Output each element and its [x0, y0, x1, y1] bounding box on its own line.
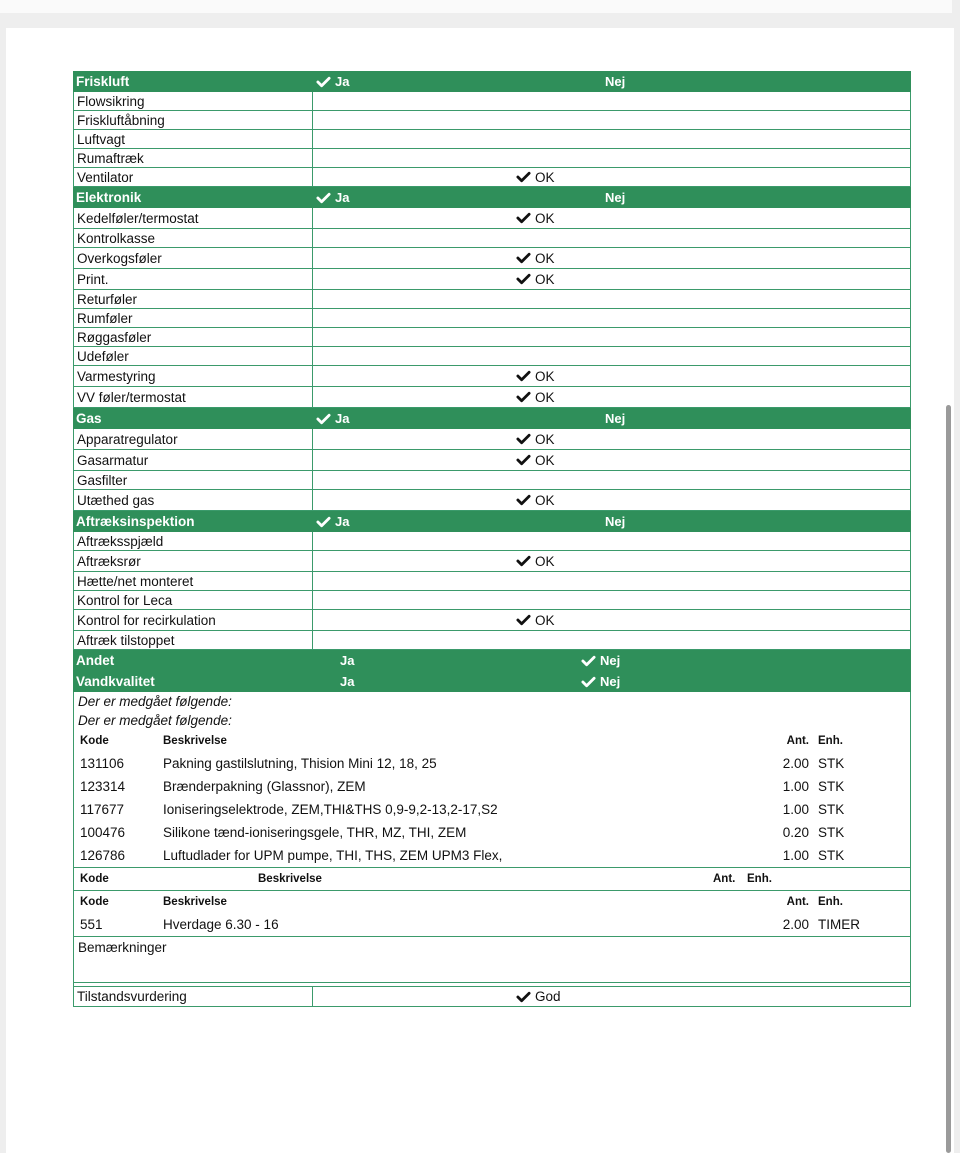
checkmark-icon	[316, 516, 331, 528]
checkmark-icon	[581, 676, 596, 688]
beskrivelse-cell: Hverdage 6.30 - 16	[163, 917, 279, 932]
ok-status: OK	[535, 431, 555, 447]
ok-status: OK	[535, 169, 555, 185]
check-row	[73, 229, 911, 248]
check-row	[73, 290, 911, 309]
section-header-aftraeksinspektion	[73, 511, 911, 532]
section-title: Andet	[76, 653, 115, 668]
check-row	[73, 269, 911, 290]
item-label: Ventilator	[73, 168, 313, 186]
item-label: Aftræksspjæld	[73, 532, 313, 550]
ok-status: OK	[535, 492, 555, 508]
previous-page-card	[0, 0, 952, 13]
check-row	[73, 429, 911, 450]
section-title: Friskluft	[76, 74, 130, 89]
item-label: Rumaftræk	[73, 149, 313, 167]
section-title: Elektronik	[76, 190, 142, 205]
item-label: VV føler/termostat	[73, 387, 313, 407]
checkmark-icon	[516, 614, 531, 626]
item-label: Kontrolkasse	[73, 229, 313, 247]
col-beskrivelse: Beskrivelse	[163, 896, 227, 908]
beskrivelse-cell: Ioniseringselektrode, ZEM,THI&THS 0,9-9,2-13,2-17,S2	[163, 802, 498, 817]
check-row	[73, 450, 911, 471]
checkmark-icon	[516, 433, 531, 445]
ant-cell: 0.20	[782, 825, 809, 840]
table-row	[74, 775, 910, 798]
ok-status: OK	[535, 612, 555, 628]
beskrivelse-cell: Luftudlader for UPM pumpe, THI, THS, ZEM UPM3 Flex,	[163, 848, 503, 863]
enh-cell: STK	[818, 779, 845, 794]
yes-label: Ja	[335, 190, 350, 205]
table-row	[74, 821, 910, 844]
yes-label: Ja	[340, 674, 355, 689]
enh-cell: STK	[818, 825, 845, 840]
item-label: Returføler	[73, 290, 313, 308]
item-label: Røggasføler	[73, 328, 313, 346]
col-ant: Ant.	[786, 735, 809, 747]
table-row	[74, 752, 910, 775]
scrollbar[interactable]	[946, 405, 951, 1153]
col-enh: Enh.	[747, 873, 772, 885]
item-label: Aftræk tilstoppet	[73, 631, 313, 649]
check-row	[73, 631, 911, 650]
ok-status: OK	[535, 210, 555, 226]
enh-cell: STK	[818, 848, 845, 863]
no-label: Nej	[605, 190, 626, 205]
section-title: Vandkvalitet	[76, 674, 155, 689]
kode-cell: 100476	[80, 825, 126, 840]
no-label: Nej	[605, 514, 626, 529]
check-row	[73, 111, 911, 130]
item-label: Gasfilter	[73, 471, 313, 489]
service-report-sheet	[73, 71, 911, 1007]
ant-cell: 1.00	[782, 779, 809, 794]
checkmark-icon	[516, 555, 531, 567]
section-title: Gas	[76, 411, 102, 426]
check-row	[73, 471, 911, 490]
no-label: Nej	[600, 674, 621, 689]
check-row	[73, 328, 911, 347]
checkmark-icon	[516, 252, 531, 264]
item-label: Hætte/net monteret	[73, 572, 313, 590]
labor-separator-header	[74, 867, 910, 891]
check-row	[73, 610, 911, 631]
item-label: Print.	[73, 269, 313, 289]
condition-label: Tilstandsvurdering	[73, 987, 313, 1006]
kode-cell: 123314	[80, 779, 126, 794]
ok-status: OK	[535, 368, 555, 384]
beskrivelse-cell: Pakning gastilslutning, Thision Mini 12, 18, 25	[163, 756, 437, 771]
check-row	[73, 387, 911, 408]
checkmark-icon	[316, 413, 331, 425]
ant-cell: 1.00	[782, 802, 809, 817]
check-row	[73, 347, 911, 366]
labor-table-header	[74, 891, 910, 913]
col-kode: Kode	[80, 873, 109, 885]
checkmark-icon	[516, 273, 531, 285]
yes-label: Ja	[340, 653, 355, 668]
col-ant: Ant.	[713, 873, 736, 885]
no-label: Nej	[600, 653, 621, 668]
check-row	[73, 248, 911, 269]
remarks-field	[74, 936, 910, 982]
yes-label: Ja	[335, 514, 350, 529]
col-kode: Kode	[80, 896, 109, 908]
check-row	[73, 309, 911, 328]
ant-cell: 2.00	[782, 756, 809, 771]
condition-row	[73, 986, 911, 1007]
col-beskrivelse: Beskrivelse	[163, 735, 227, 747]
table-row	[74, 798, 910, 821]
section-header-vandkvalitet	[73, 671, 911, 692]
section-header-friskluft	[73, 71, 911, 92]
check-row	[73, 130, 911, 149]
kode-cell: 117677	[80, 802, 125, 817]
enh-cell: TIMER	[818, 917, 860, 932]
item-label: Rumføler	[73, 309, 313, 327]
yes-label: Ja	[335, 411, 350, 426]
materials-intro: Der er medgået følgende:	[78, 694, 232, 709]
check-row	[73, 532, 911, 551]
ok-status: OK	[535, 271, 555, 287]
item-label: Kontrol for recirkulation	[73, 610, 313, 630]
enh-cell: STK	[818, 756, 845, 771]
item-label: Kedelføler/termostat	[73, 208, 313, 228]
check-row	[73, 366, 911, 387]
col-ant: Ant.	[786, 896, 809, 908]
section-header-andet	[73, 650, 911, 671]
item-label: Udeføler	[73, 347, 313, 365]
checkmark-icon	[516, 454, 531, 466]
col-kode: Kode	[80, 735, 109, 747]
beskrivelse-cell: Brænderpakning (Glassnor), ZEM	[163, 779, 366, 794]
col-beskrivelse: Beskrivelse	[258, 873, 322, 885]
table-row	[74, 844, 910, 867]
col-enh: Enh.	[818, 735, 843, 747]
check-row	[73, 572, 911, 591]
item-label: Friskluftåbning	[73, 111, 313, 129]
ok-status: OK	[535, 553, 555, 569]
ok-status: OK	[535, 250, 555, 266]
table-row	[74, 913, 910, 936]
ant-cell: 2.00	[782, 917, 809, 932]
beskrivelse-cell: Silikone tænd-ioniseringsgele, THR, MZ, THI, ZEM	[163, 825, 467, 840]
materials-box	[73, 692, 911, 983]
kode-cell: 126786	[80, 848, 126, 863]
checkmark-icon	[581, 655, 596, 667]
remarks-label: Bemærkninger	[78, 940, 167, 955]
checkmark-icon	[516, 391, 531, 403]
no-label: Nej	[605, 74, 626, 89]
yes-label: Ja	[335, 74, 350, 89]
ok-status: OK	[535, 452, 555, 468]
item-label: Varmestyring	[73, 366, 313, 386]
checkmark-icon	[516, 991, 531, 1003]
checkmark-icon	[316, 192, 331, 204]
section-title: Aftræksinspektion	[76, 514, 195, 529]
check-row	[73, 149, 911, 168]
check-row	[73, 591, 911, 610]
checkmark-icon	[516, 370, 531, 382]
ant-cell: 1.00	[782, 848, 809, 863]
col-enh: Enh.	[818, 896, 843, 908]
section-header-gas	[73, 408, 911, 429]
item-label: Luftvagt	[73, 130, 313, 148]
check-row	[73, 208, 911, 229]
check-row	[73, 168, 911, 187]
item-label: Flowsikring	[73, 92, 313, 110]
item-label: Kontrol for Leca	[73, 591, 313, 609]
materials-intro: Der er medgået følgende:	[78, 713, 232, 728]
check-row	[73, 551, 911, 572]
checkmark-icon	[316, 76, 331, 88]
enh-cell: STK	[818, 802, 845, 817]
check-row	[73, 92, 911, 111]
item-label: Aftræksrør	[73, 551, 313, 571]
no-label: Nej	[605, 411, 626, 426]
check-row	[73, 490, 911, 511]
materials-table-header	[74, 730, 910, 752]
item-label: Gasarmatur	[73, 450, 313, 470]
ok-status: OK	[535, 389, 555, 405]
kode-cell: 551	[80, 917, 103, 932]
checkmark-icon	[516, 494, 531, 506]
kode-cell: 131106	[80, 756, 125, 771]
section-header-elektronik	[73, 187, 911, 208]
checkmark-icon	[516, 171, 531, 183]
item-label: Apparatregulator	[73, 429, 313, 449]
item-label: Overkogsføler	[73, 248, 313, 268]
item-label: Utæthed gas	[73, 490, 313, 510]
condition-value: God	[535, 989, 561, 1004]
checkmark-icon	[516, 212, 531, 224]
